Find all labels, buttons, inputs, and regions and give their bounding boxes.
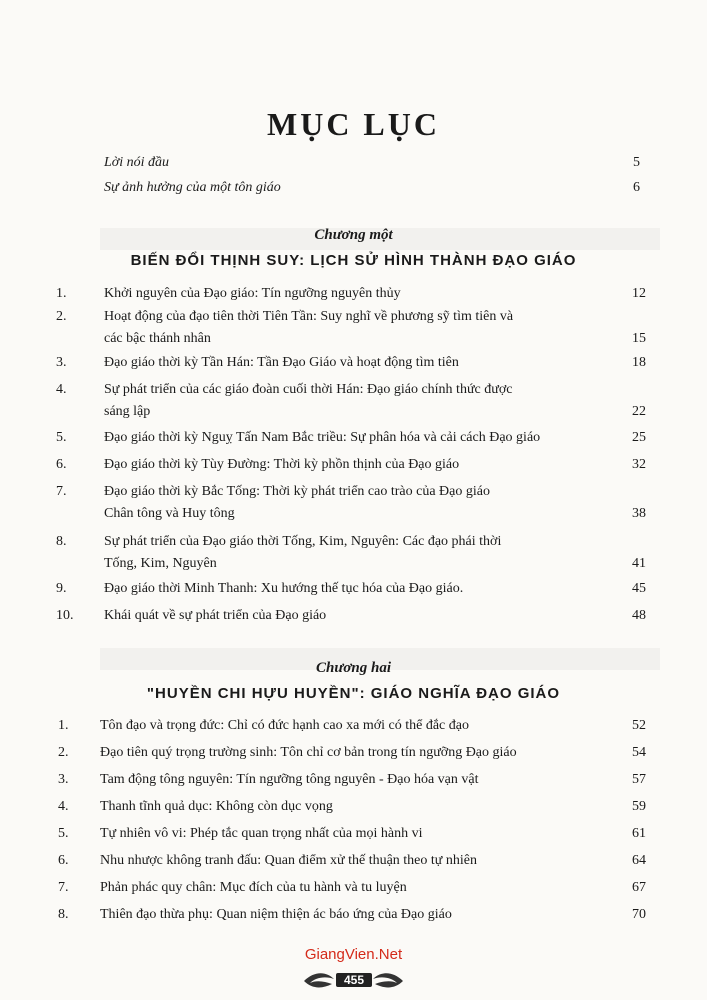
entry-page: 59 [632, 799, 646, 814]
front-entry-label: Sự ảnh hưởng của một tôn giáo [104, 180, 281, 195]
entry-text: Hoạt động của đạo tiên thời Tiên Tần: Suy nghĩ về phương sỹ tìm tiên và [104, 309, 514, 324]
entry-number: 6. [58, 853, 69, 868]
entry-number: 5. [58, 826, 69, 841]
entry-page: 54 [632, 745, 646, 760]
entry-text: Phản phác quy chân: Mục đích của tu hành và tu luyện [100, 880, 407, 895]
entry-text: Đạo tiên quý trọng trường sinh: Tôn chỉ cơ bản trong tín ngưỡng Đạo giáo [100, 745, 517, 760]
entry-number: 3. [56, 355, 67, 370]
front-entry-page: 5 [633, 155, 640, 170]
front-entry-influence [104, 180, 644, 196]
entry-text: Tôn đạo và trọng đức: Chỉ có đức hạnh cao xa mới có thể đắc đạo [100, 718, 469, 733]
entry-text-continued: các bậc thánh nhân [104, 331, 211, 346]
entry-page: 38 [632, 506, 646, 521]
entry-number: 2. [58, 745, 69, 760]
entry-page: 70 [632, 907, 646, 922]
entry-page: 25 [632, 430, 646, 445]
page-title: MỤC LỤC [267, 106, 440, 142]
watermark-link[interactable]: GiangVien.Net [304, 946, 403, 963]
entry-text: Đạo giáo thời kỳ Nguỵ Tấn Nam Bắc triều: Sự phân hóa và cải cách Đạo giáo [104, 430, 541, 445]
entry-page: 48 [632, 608, 646, 623]
entry-text: Sự phát triển của Đạo giáo thời Tống, Kim, Nguyên: Các đạo phái thời [104, 534, 502, 549]
front-entry-label: Lời nói đầu [104, 155, 170, 170]
entry-number: 9. [56, 581, 67, 596]
entry-text: Tự nhiên vô vi: Phép tắc quan trọng nhất của mọi hành vi [100, 826, 423, 841]
page-number-ornament [300, 968, 407, 994]
entry-number: 2. [56, 309, 67, 324]
entry-text: Nhu nhược không tranh đấu: Quan điểm xử thế thuận theo tự nhiên [100, 853, 477, 868]
entry-page: 52 [632, 718, 646, 733]
entry-text: Khái quát về sự phát triển của Đạo giáo [104, 608, 327, 623]
entry-page: 67 [632, 880, 646, 895]
entry-number: 1. [58, 718, 69, 733]
entry-number: 8. [58, 907, 69, 922]
entry-number: 10. [56, 608, 74, 623]
page-number: 455 [336, 973, 372, 987]
entry-page: 61 [632, 826, 646, 841]
entry-text: Thanh tĩnh quả dục: Không còn dục vọng [100, 799, 333, 814]
entry-text: Sự phát triển của các giáo đoàn cuối thời Hán: Đạo giáo chính thức được [104, 382, 513, 397]
entry-number: 8. [56, 534, 67, 549]
entry-number: 7. [56, 484, 67, 499]
entry-page: 32 [632, 457, 646, 472]
entry-page: 22 [632, 404, 646, 419]
entry-page: 57 [632, 772, 646, 787]
entry-number: 6. [56, 457, 67, 472]
entry-page: 12 [632, 286, 646, 301]
entry-text-continued: sáng lập [104, 404, 151, 419]
entry-page: 41 [632, 556, 646, 571]
front-entry-preface [104, 155, 644, 171]
entry-text: Đạo giáo thời kỳ Tần Hán: Tần Đạo Giáo và hoạt động tìm tiên [104, 355, 459, 370]
entry-text: Khởi nguyên của Đạo giáo: Tín ngưỡng nguyên thủy [104, 286, 401, 301]
entry-number: 1. [56, 286, 67, 301]
entry-text-continued: Chân tông và Huy tông [104, 506, 235, 521]
entry-text: Đạo giáo thời kỳ Tùy Đường: Thời kỳ phồn thịnh của Đạo giáo [104, 457, 460, 472]
entry-number: 5. [56, 430, 67, 445]
front-entry-page: 6 [633, 180, 640, 195]
entry-number: 4. [56, 382, 67, 397]
entry-number: 7. [58, 880, 69, 895]
entry-text: Đạo giáo thời kỳ Bắc Tống: Thời kỳ phát triển cao trào của Đạo giáo [104, 484, 490, 499]
entry-page: 45 [632, 581, 646, 596]
chapter-2-label: Chương hai [316, 660, 391, 676]
entry-text: Tam động tông nguyên: Tín ngưỡng tông nguyên - Đạo hóa vạn vật [100, 772, 479, 787]
entry-page: 18 [632, 355, 646, 370]
entry-number: 3. [58, 772, 69, 787]
entry-text-continued: Tống, Kim, Nguyên [104, 556, 217, 571]
entry-text: Đạo giáo thời Minh Thanh: Xu hướng thế tục hóa của Đạo giáo. [104, 581, 464, 596]
entry-number: 4. [58, 799, 69, 814]
entry-page: 64 [632, 853, 646, 868]
entry-page: 15 [632, 331, 646, 346]
chapter-1-label: Chương một [314, 227, 393, 243]
chapter-1-title: BIẾN ĐỔI THỊNH SUY: LỊCH SỬ HÌNH THÀNH ĐẠO GIÁO [130, 252, 577, 269]
entry-text: Thiên đạo thừa phụ: Quan niệm thiện ác báo ứng của Đạo giáo [100, 907, 452, 922]
chapter-2-title: "HUYỀN CHI HỰU HUYỀN": GIÁO NGHĨA ĐẠO GIÁO [146, 685, 561, 702]
